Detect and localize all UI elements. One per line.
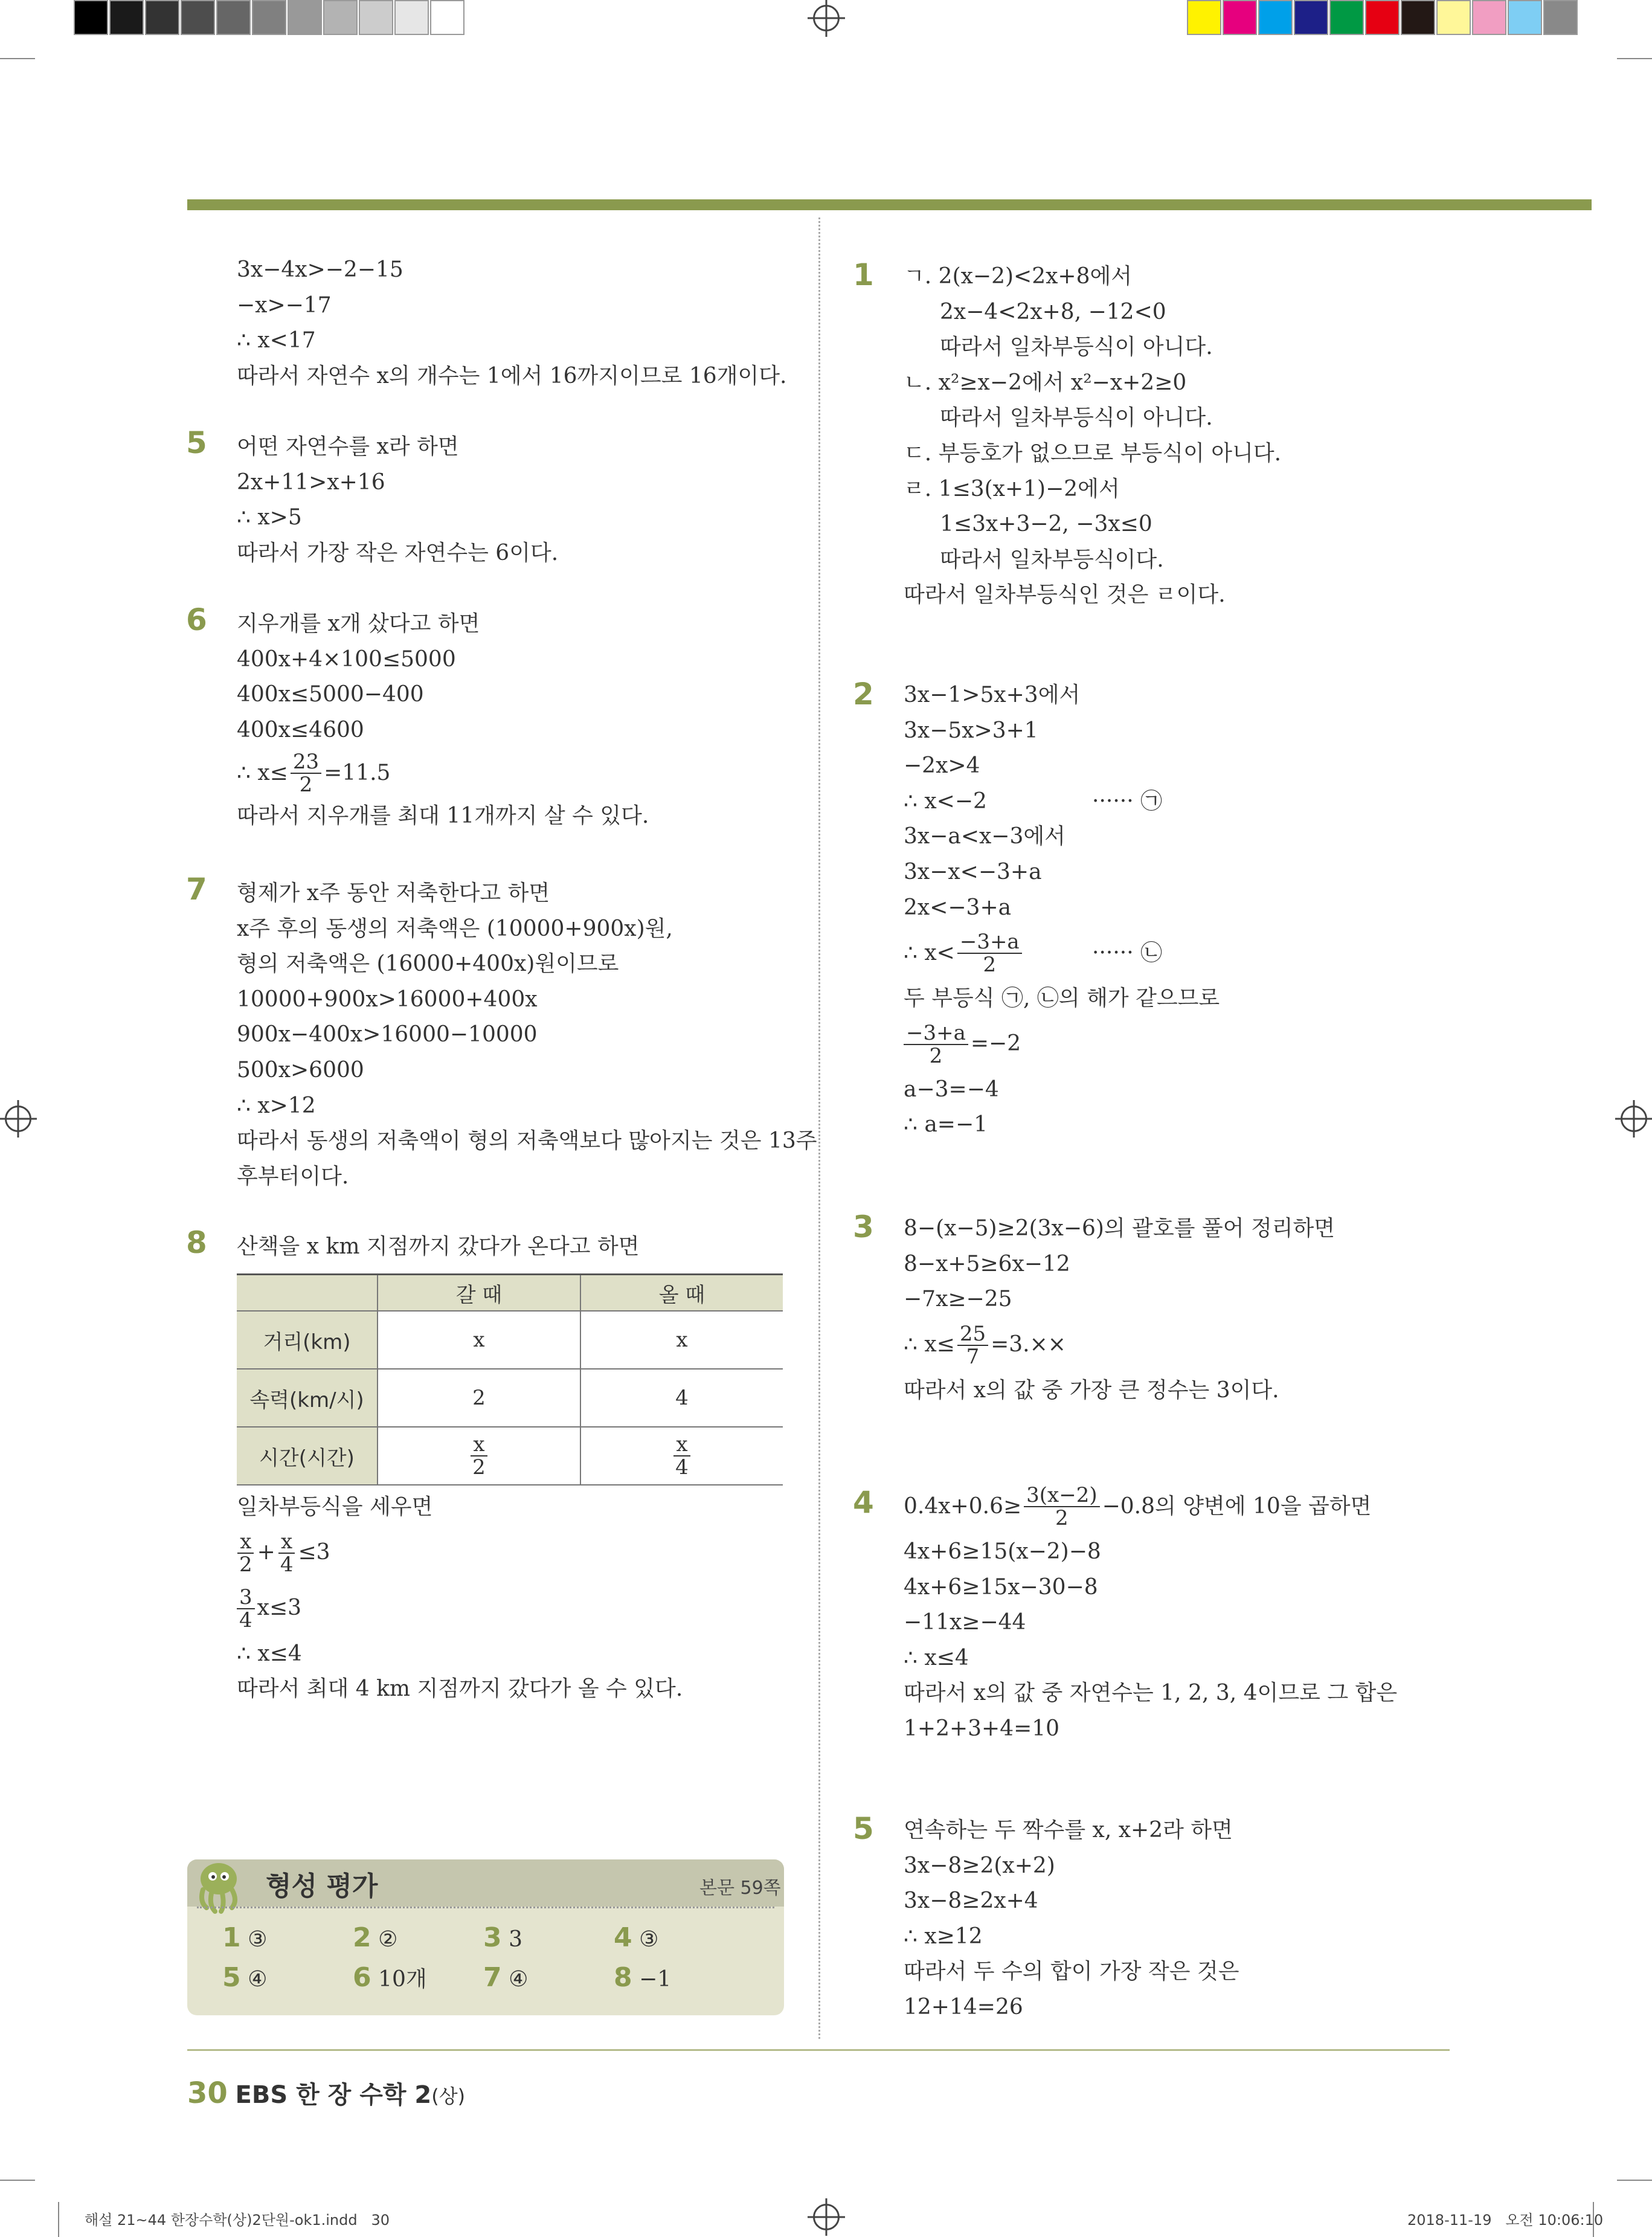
grayscale-bar [74,0,466,35]
fraction-line: ∴ x≤ $\frac{23}{2}$ =11.5 [237,750,391,797]
fraction-line: ∴ x< $\frac{-3+a}{2}$ ······ ㉡ [904,930,1163,977]
problem-5b-solution: 연속하는 두 짝수를 x, x+2라 하면 3x−8≥2(x+2) 3x−8≥2x+4 ∴ x≥12 따라서 두 수의 합이 가장 작은 것은 12+14=26 [904,1818,1239,2020]
page-reference: 본문 59쪽 [699,1878,781,1899]
fraction-line: $\frac{x}{2}$ + $\frac{x}{4}$ ≤3 [237,1525,683,1581]
table-header-row [237,1275,783,1312]
problem-1-solution: ㄱ. 2(x−2)<2x+8에서 2x−4<2x+8, −12<0 따라서 일차부등식이 아니다. ㄴ. x²≥x−2에서 x²−x+2≥0 따라서 일차부등식이 아니다. ㄷ. 부등호가 없으므로 부등식이 아니다. ㄹ. 1≤3(x+1)−2에서 1≤3x+3−2, −3x≤0 따라서 일차부등식이다. 따라서 일차부등식인 것은 ㄹ이다. [904,264,1282,608]
answer-item: 8 −1 [614,1962,672,1993]
print-date: 2018-11-19 오전 10:06:10 [1407,2212,1604,2229]
registration-mark-top-icon [813,5,840,31]
problem-2-solution: 3x−1>5x+3에서 3x−5x>3+1 −2x>4 ∴ x<−2 ······ ㉠ 3x−a<x−3에서 3x−x<−3+a 2x<−3+a ∴ x< $\frac{-3+a}{2}$ ······ ㉡ 두 부등식 ㉠, ㉡의 해가 같으므로 $\frac{-3+a}{2}$ =−2 a−3=−4 ∴ a=−1 [904,683,1220,1138]
table-header-cell: 갈 때 [378,1275,580,1312]
answer-item: 4 ③ [614,1922,659,1953]
problem-number: 4 [853,1485,874,1520]
row-label: 거리(km) [237,1311,378,1369]
trim-mark [1617,2180,1652,2181]
answer-item: 5 ④ [222,1962,268,1993]
fraction: $\frac{-3+a}{2}$ [904,1022,968,1067]
problem-number: 8 [186,1225,207,1260]
left-continued: 3x−4x>−2−15 −x>−17 ∴ x<17 따라서 자연수 x의 개수는 1에서 16까지이므로 16개이다. [237,257,787,388]
fraction: $\frac{x}{2}$ [470,1434,488,1478]
speed-table [237,1273,783,1485]
problem-8-solution: 일차부등식을 세우면 $\frac{x}{2}$ + $\frac{x}{4}$ ≤3 $\frac{3}{4}$ x≤3 ∴ x≤4 따라서 최대 4 km 지점까지 갔다가 올 수 있다. [237,1495,683,1702]
problem-number: 6 [186,602,207,637]
problem-number: 5 [186,425,207,460]
table-cell: 4 [580,1369,783,1427]
fraction: $\frac{3}{4}$ [237,1586,255,1631]
table-cell [580,1427,783,1485]
table-row [237,1369,783,1427]
table-row [237,1311,783,1369]
answer-item: 2 ② [353,1922,398,1953]
answer-box-rule [197,1907,774,1908]
fraction: $\frac{x}{4}$ [278,1531,296,1576]
registration-mark-bottom-icon [813,2204,840,2230]
fraction: $\frac{-3+a}{2}$ [957,931,1022,976]
problem-3-solution: 8−(x−5)≥2(3x−6)의 괄호를 풀어 정리하면 8−x+5≥6x−12 −7x≥−25 ∴ x≤ $\frac{25}{7}$ =3.×× 따라서 x의 값 중 가장 큰 정수는 3이다. [904,1216,1335,1403]
table-cell [378,1427,580,1485]
answer-item: 3 3 [483,1922,522,1953]
problem-number: 5 [853,1811,874,1846]
answer-item: 6 10개 [353,1962,427,1993]
fraction-line: $\frac{-3+a}{2}$ =−2 [904,1017,1220,1072]
header-rule [187,199,1592,210]
problem-number: 1 [853,257,874,292]
fraction: $\frac{x}{4}$ [673,1434,691,1478]
table-cell: x [580,1311,783,1369]
problem-number: 7 [186,872,207,907]
fraction: $\frac{3(x-2)}{2}$ [1024,1484,1099,1529]
problem-number: 3 [853,1209,874,1244]
problem-5-solution: 어떤 자연수를 x라 하면 2x+11>x+16 ∴ x>5 따라서 가장 작은 자연수는 6이다. [237,434,559,565]
fraction: $\frac{25}{7}$ [957,1323,988,1368]
file-info: 해설 21~44 한장수학(상)2단원-ok1.indd 30 [85,2212,390,2229]
trim-mark [58,2202,59,2237]
fraction: $\frac{x}{2}$ [237,1531,255,1576]
answer-item: 1 ③ [222,1922,268,1953]
problem-7-solution: 형제가 x주 동안 저축한다고 하면 x주 후의 동생의 저축액은 (10000+900x)원, 형의 저축액은 (16000+400x)원이므로 10000+900x>16000+400x 900x−400x>16000−10000 500x>6000 ∴ x>12 따라서 동생의 저축액이 형의 저축액보다 많아지는 것은 13주 후부터이다. [237,881,817,1189]
problem-6-solution: 지우개를 x개 샀다고 하면 400x+4×100≤5000 400x≤5000−400 400x≤4600 ∴ x≤ $\frac{23}{2}$ =11.5 따라서 지우개를 최대 11개까지 살 수 있다. [237,611,649,829]
row-label: 속력(km/시) [237,1369,378,1427]
answer-box-title: 형성 평가 [266,1871,378,1902]
trim-mark [1617,58,1652,59]
trim-mark [0,58,35,59]
problem-number: 2 [853,677,874,712]
table-cell: x [378,1311,580,1369]
table-corner [237,1275,378,1312]
fraction-line: $\frac{3}{4}$ x≤3 [237,1581,683,1637]
fraction: $\frac{23}{2}$ [291,751,321,796]
footer-rule [187,2049,1450,2051]
color-bar [1187,0,1579,35]
row-label: 시간(시간) [237,1427,378,1485]
registration-mark-right-icon [1621,1106,1647,1132]
registration-mark-left-icon [5,1106,31,1132]
problem-8-intro: 산책을 x km 지점까지 갔다가 온다고 하면 [237,1234,640,1259]
footer-page: 30 EBS 한 장 수학 2(상) [187,2076,466,2110]
fraction-line: ∴ x≤ $\frac{25}{7}$ =3.×× [904,1321,1066,1369]
answer-item: 7 ④ [483,1962,529,1993]
problem-4-solution: 0.4x+0.6≥ $\frac{3(x-2)}{2}$ −0.8의 양변에 10을 곱하면 4x+6≥15(x−2)−8 4x+6≥15x−30−8 −11x≥−44 ∴ x≤4 따라서 x의 값 중 자연수는 1, 2, 3, 4이므로 그 합은 1+2+3+4=10 [904,1479,1397,1747]
fraction-line: 0.4x+0.6≥ $\frac{3(x-2)}{2}$ −0.8의 양변에 10을 곱하면 [904,1483,1372,1530]
trim-mark [0,2180,35,2181]
column-divider [818,217,820,2039]
table-cell: 2 [378,1369,580,1427]
table-header-cell: 올 때 [580,1275,783,1312]
table-row [237,1427,783,1485]
